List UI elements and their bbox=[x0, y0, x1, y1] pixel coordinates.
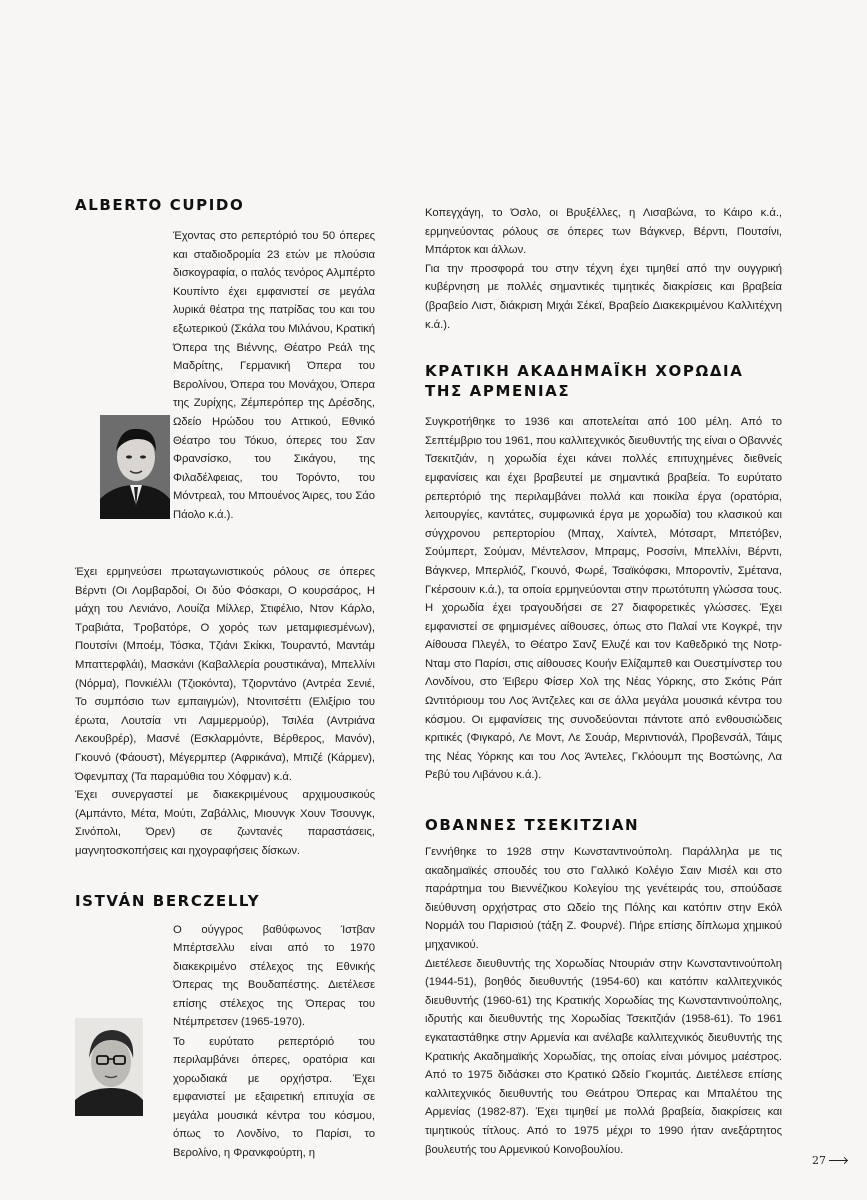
berczelly-portrait bbox=[75, 1018, 143, 1116]
choir-heading-line2: ΤΗΣ ΑΡΜΕΝΙΑΣ bbox=[425, 382, 571, 401]
berczelly-honors-paragraph: Για την προσφορά του στην τέχνη έχει τιμηθεί από την ουγγρική κυβέρνηση με πολλές σημαντικές τιμητικές διακρίσεις και βραβεία (βραβείο Λιστ, διάκριση Μιχάι Σέκεϊ, Βραβείο Διακεκριμένου Καλλιτέχνη κ.ά.). bbox=[425, 262, 782, 331]
cupido-heading: ALBERTO CUPIDO bbox=[75, 196, 245, 214]
cupido-portrait-image bbox=[100, 415, 170, 519]
choir-heading-line1: ΚΡΑΤΙΚΗ ΑΚΑΔΗΜΑΪΚΗ ΧΟΡΩΔΙΑ bbox=[425, 362, 744, 381]
cupido-roles-paragraph: Έχει ερμηνεύσει πρωταγωνιστικούς ρόλους σε όπερες Βέρντι (Οι Λομβαρδοί, Οι δύο Φόσκαρι, Ο κουρσάρος, Η μάχη του Λενιάνο, Λουίζα Μίλλερ, Στιφέλιο, Ντον Κάρλο, Τραβιάτα, Τροβατόρε, Ο χορός των μεταμφιεσμένων), Πουτσίνι (Μποέμ, Τόσκα, Τζιάνι Σκίκκι, Τουραντό, Μαντάμ Μπαττερφλάι), Μασκάνι (Καβαλλερία ρουστικάνα), Μπελλίνι (Νόρμα), Πονκιέλλι (Τζιοκόντα), Τζιορντάνο (Αντρέα Σενιέ, Το συμπόσιο των εμπαιγμών), Ντονιτσέττι (Ελιξίριο του έρωτα, Λουτσία ντι Λαμμερμούρ), Τσιλέα (Αντριάνα Λεκουβρέρ), Μασνέ (Εσκλαρμόντε, Βέρθερος, Μανόν), Γκουνό (Φάουστ), Μέγερμπερ (Αφρικάνα), Μπιζέ (Κάρμεν), Όφενμπαχ (Τα παραμύθια του Χόφμαν) κ.ά. bbox=[75, 566, 375, 783]
choir-paragraph: Συγκροτήθηκε το 1936 και αποτελείται από 100 μέλη. Από το Σεπτέμβριο του 1961, που καλλιτεχνικός διευθυντής της είναι ο Οβαννές Τσεκιτζιάν, η χορωδία έχει κάνει πολλές επιτυχημένες διεθνείς εμφανίσεις και έχει βραβευτεί με σημαντικά βραβεία. Το ευρύτατο ρεπερτόριό της περιλαμβάνει πολλά και ποικίλα έργα (ορατόρια, λειτουργίες, καντάτες, συμφωνικά έργα με χορωδία) του κλασικού και σύγχρονου ρεπερτορίου (Μπαχ, Χαίντελ, Μότσαρτ, Μπετόβεν, Σούμπερτ, Σούμαν, Μέντελσον, Μπραμς, Ροσσίνι, Μπελλίνι, Βέρντι, Βάγκνερ, Μπερλιόζ, Γκουνό, Φωρέ, Τσαϊκόφσκι, Μποροντίν, Σμέτανα, Γκέρσουιν κ.ά.), τα οποία ερμηνεύονται στην πρωτότυπη γλώσσα τους. Η χορωδία έχει τραγουδήσει σε 27 διαφορετικές γλώσσες. Έχει εμφανιστεί σε φημισμένες αίθουσες, όπως στο Παλαί ντε Κογκρέ, την Αίθουσα Πλεγέλ, το Θέατρο Σανζ Ελυζέ και τον Καθεδρικό της Νοτρ-Νταμ στο Παρίσι, στις αίθουσες Κουήν Ελίζαμπεθ και Ουεστμίνστερ του Λονδίνου, στο Έιβερυ Φίσερ Χολ της Νέας Υόρκης, στο Σκότις Ράιτ Ωντιτόριουμ του Λος Άντζελες και σε άλλα μεγάλα μουσικά κέντρα του κόσμου. Οι εμφανίσεις της συνοδεύονται πάντοτε από ενθουσιώδεις κριτικές (Φιγκαρό, Λε Μοντ, Λε Σουάρ, Μεριντιονάλ, Προβενσάλ, Τάιμς της Νέας Υόρκης και του Λος Άντελες, Γκλόουμπ της Βοστώνης, Λα Ρεβύ του Λιβάνου κ.ά.). bbox=[425, 416, 782, 782]
page-number-arrow-icon bbox=[841, 1157, 848, 1164]
page-number-text: 27 bbox=[812, 1154, 826, 1167]
cupido-wrap-paragraph: Έχοντας στο ρεπερτόριό του 50 όπερες και σταδιοδρομία 23 ετών με πλούσια δισκογραφία, ο ιταλός τενόρος Αλμπέρτο Κουπίντο έχει εμφανιστεί σε μεγάλα λυρικά θέατρα της πατρίδας του και του εξωτερικού (Σκάλα του Μιλάνου, Κρατική Όπερα της Βιέννης, Θέατρο Ρεάλ της Μαδρίτης, Γερμανική Όπερα του Βερολίνου, Όπερα του Μονάχου, Όπερα της Ζυρίχης, Ζέμπερόπερ της Δρέσδης, Ωδείο Ηρώδου του Αττικού, Εθνικό Θέατρο του Τόκυο, όπερες του Σαν Φρανσίσκο, του Σικάγου, της Φιλαδέλφειας, του Τορόντο, του Μόντρεαλ, του Μπουένος Άιρες, του Σάο Πάολο κ.ά.). bbox=[173, 230, 375, 521]
tsekitzian-career-paragraph: Διετέλεσε διευθυντής της Χορωδίας Ντουριάν στην Κωνσταντινούπολη (1944-51), βοηθός διευθυντής (1954-60) και κατόπιν καλλιτεχνικός διευθυντής (1960-61) της Κρατικής Χορωδίας της Κωνσταντινούπολης, ιδρυτής και διευθυντής της Χορωδίας Τσεκιτζιάν (1958-61). Το 1961 εγκαταστάθηκε στην Αρμενία και ανέλαβε καλλιτεχνικός διευθυντής της Κρατικής Ακαδημαϊκής Χορωδίας, της οποίας είναι μόνιμος μαέστρος. Από το 1975 διδάσκει στο Κρατικό Ωδείο Γκομιτάς. Διετέλεσε επίσης καλλιτεχνικός διευθυντής του Θεάτρου Όπερας και Μπαλέτου της Αρμενίας (1982-87). Έχει τιμηθεί με πολλά βραβεία, διακρίσεις και τιμητικούς τίτλους. Από το 1975 μέχρι το 1990 ήταν ανεξάρτητος βουλευτής του Αρμενικού Κοινοβουλίου. bbox=[425, 957, 782, 1156]
berczelly-continuation-paragraph: Κοπεγχάγη, το Όσλο, οι Βρυξέλλες, η Λισαβώνα, το Κάιρο κ.ά., ερμηνεύοντας ρόλους σε όπερες των Βάγκνερ, Βέρντι, Πουτσίνι, Μπάρτοκ και άλλων. bbox=[425, 207, 782, 257]
berczelly-intro-paragraph: Ο ούγγρος βαθύφωνος Ίστβαν Μπέρτσελλυ είναι από το 1970 διακεκριμένο στέλεχος της Εθνικής Όπερας της Βουδαπέστης. Διετέλεσε επίσης στέλεχος της Όπερας του Ντέμπρετσεν (1965-1970). bbox=[173, 923, 375, 1029]
tsekitzian-bio-paragraph: Γεννήθηκε το 1928 στην Κωνσταντινούπολη. Παράλληλα με τις ακαδημαϊκές σπουδές του στο Γαλλικό Κολέγιο Σαιν Μισέλ και στο παράρτημα του Βιεννέζικου Κολεγίου της γενέτειράς του, σπούδασε διεύθυνση ορχήστρας στο Ωδείο της Πόλης και κατόπιν στην Εκόλ Νορμάλ του Παρισιού (τάξη Ζ. Φουρνέ). Πήρε επίσης δίπλωμα χημικού μηχανικού. bbox=[425, 846, 782, 951]
choir-heading bbox=[425, 361, 782, 401]
berczelly-portrait-image bbox=[75, 1018, 143, 1116]
cupido-collab-paragraph: Έχει συνεργαστεί με διακεκριμένους αρχιμουσικούς (Αμπάντο, Μέτα, Μούτι, Ζαβάλλις, Μιουνγκ Χουν Τσουνγκ, Σινόπολι, Όρεν) σε ζωντανές παραστάσεις, μαγνητοσκοπήσεις και ηχογραφήσεις δίσκων. bbox=[75, 789, 375, 857]
cupido-portrait bbox=[100, 415, 170, 519]
berczelly-heading: ISTVÁN BERCZELLY bbox=[75, 891, 261, 910]
berczelly-repertoire-paragraph: Το ευρύτατο ρεπερτόριό του περιλαμβάνει όπερες, ορατόρια και χορωδιακά με ορχήστρα. Έχει εμφανιστεί με εξαιρετική επιτυχία σε μεγάλα μουσικά κέντρα του κόσμου, όπως το Λονδίνο, το Παρίσι, το Βερολίνο, η Φρανκφούρτη, η bbox=[173, 1035, 375, 1160]
page-number bbox=[812, 1154, 847, 1167]
tsekitzian-heading: ΟΒΑΝΝΕΣ ΤΣΕΚΙΤΖΙΑΝ bbox=[425, 816, 640, 835]
right-column bbox=[425, 204, 782, 1159]
